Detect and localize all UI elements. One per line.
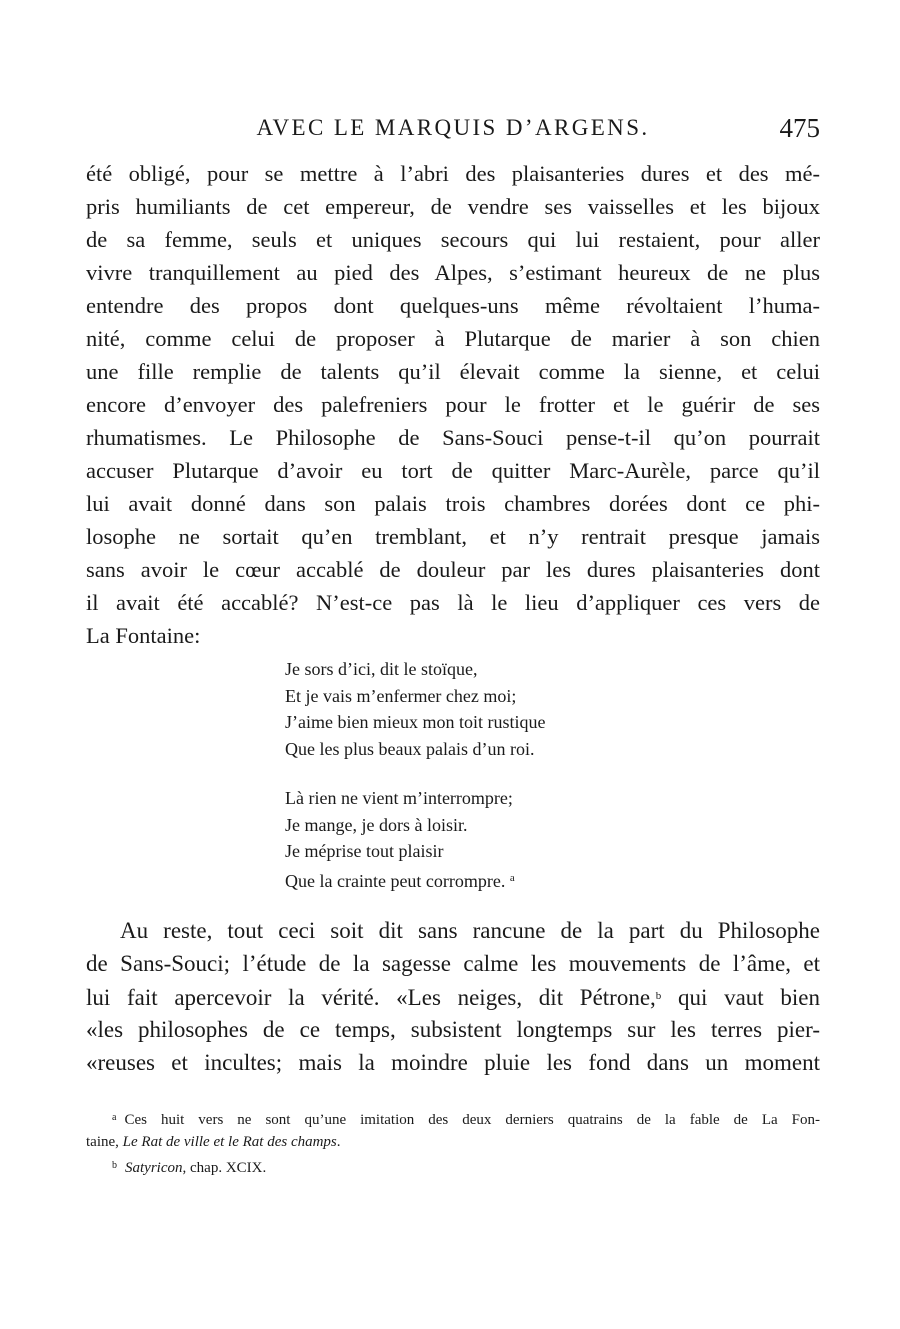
text-line: «les philosophes de ce temps, subsistent longtemps sur les terres pier-: [86, 1017, 820, 1042]
verse-line-with-note: [285, 865, 685, 892]
page-number: 475: [779, 113, 820, 143]
footnotes: [86, 1106, 820, 1178]
verse-line: Que les plus beaux palais d’un roi.: [285, 738, 535, 759]
running-head: [86, 113, 820, 147]
text-line: accuser Plutarque d’avoir eu tort de quitter Marc-Aurèle, parce qu’il: [86, 458, 820, 483]
footnote-ref-b[interactable]: b: [655, 990, 662, 1002]
text-line: sans avoir le cœur accablé de douleur par les dures plaisanteries dont: [86, 557, 820, 582]
footnote-b: [86, 1154, 820, 1178]
verse-line: Je mange, je dors à loisir.: [285, 814, 468, 835]
paragraph-au-reste: [86, 914, 820, 1079]
footnote-a-line2: [86, 1130, 820, 1154]
footnote-a-line1: [86, 1106, 820, 1130]
verse-line: Là rien ne vient m’interrompre;: [285, 788, 513, 808]
verse-line: Je méprise tout plaisir: [285, 841, 444, 861]
verse-stanza-2: [285, 785, 685, 891]
text-line-with-note: [86, 980, 820, 1013]
text-line: une fille remplie de talents qu’il élevait comme la sienne, et celui: [86, 359, 820, 384]
text-line: entendre des propos dont quelques-uns même révoltaient l’huma-: [86, 293, 820, 318]
text-line: vivre tranquillement au pied des Alpes, s’estimant heureux de ne plus: [86, 260, 820, 285]
text-segment: qui vaut bien: [661, 985, 820, 1010]
verse-stanza-1: [285, 656, 685, 762]
verse-line-text: Que la crainte peut corrompre.: [285, 870, 506, 891]
running-title: AVEC LE MARQUIS D’ARGENS.: [256, 115, 650, 140]
footnote-marker-b: b: [112, 1160, 117, 1171]
footnote-marker-a: a: [112, 1112, 117, 1123]
footnote-title-italic: Le Rat de ville et le Rat des champs: [122, 1134, 337, 1150]
text-line: Au reste, tout ceci soit dit sans rancune de la part du Philosophe: [120, 918, 820, 943]
text-line: «reuses et incultes; mais la moindre pluie les fond dans un moment: [86, 1050, 820, 1075]
text-line: rhumatismes. Le Philosophe de Sans-Souci pense-t-il qu’on pourrait: [86, 425, 820, 450]
text-line: de Sans-Souci; l’étude de la sagesse calme les mouvements de l’âme, et: [86, 951, 820, 976]
verse-line: J’aime bien mieux mon toit rustique: [285, 712, 546, 732]
footnote-title-italic: Satyricon: [125, 1160, 183, 1176]
footnote-text: , chap. XCIX.: [182, 1160, 267, 1176]
text-line: La Fontaine:: [86, 623, 201, 648]
text-line: été obligé, pour se mettre à l’abri des plaisanteries dures et des mé-: [86, 161, 820, 186]
verse-line: Je sors d’ici, dit le stoïque,: [285, 659, 478, 679]
footnote-text: Ces huit vers ne sont qu’une imitation des deux derniers quatrains de la fable de La Fon-: [124, 1112, 820, 1128]
text-line: lui avait donné dans son palais trois chambres dorées dont ce phi-: [86, 491, 820, 516]
footnote-text: .: [336, 1134, 341, 1150]
footnote-text: taine,: [86, 1134, 123, 1150]
text-line: il avait été accablé? N’est-ce pas là le lieu d’appliquer ces vers de: [86, 590, 820, 615]
paragraph-continuation: [86, 157, 820, 652]
verse-line: Et je vais m’enfermer chez moi;: [285, 685, 517, 706]
text-line: pris humiliants de cet empereur, de vendre ses vaisselles et les bijoux: [86, 194, 820, 219]
text-line: losophe ne sortait qu’en tremblant, et n’y rentrait presque jamais: [86, 524, 820, 549]
footnote-ref-a[interactable]: a: [509, 871, 515, 884]
text-segment: lui fait apercevoir la vérité. «Les neiges, dit Pétrone,: [86, 985, 656, 1010]
text-line: nité, comme celui de proposer à Plutarque de marier à son chien: [86, 326, 820, 351]
text-line: de sa femme, seuls et uniques secours qui lui restaient, pour aller: [86, 227, 820, 252]
text-line: encore d’envoyer des palefreniers pour le frotter et le guérir de ses: [86, 392, 820, 417]
